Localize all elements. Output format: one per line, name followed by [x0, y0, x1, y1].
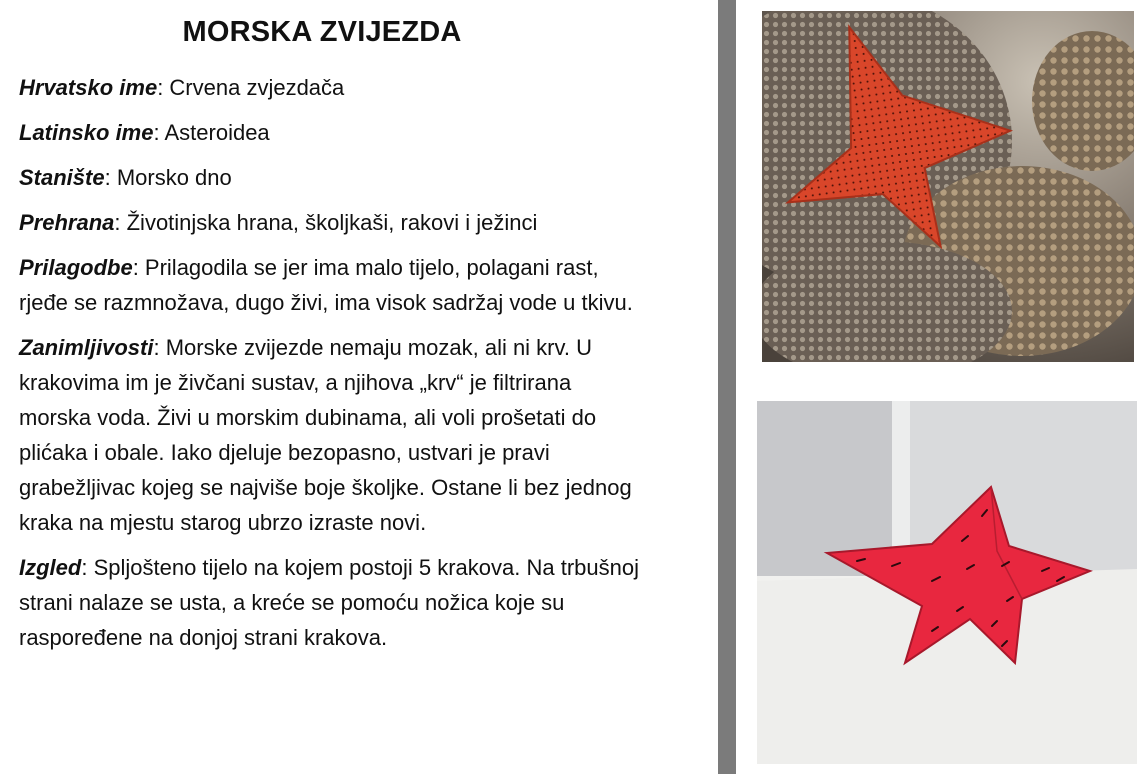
body-text [19, 70, 639, 665]
section-label: Latinsko ime [19, 120, 154, 145]
section-text: : Životinjska hrana, školjkaši, rakovi i ježinci [114, 210, 538, 235]
section-label: Prehrana [19, 210, 115, 235]
page-title: MORSKA ZVIJEZDA [182, 16, 462, 48]
section-text: : Prilagodila se jer ima malo tijelo, polagani rast, rjeđe se razmnožava, dugo živi, ima visok sadržaj vode u tkivu. [19, 255, 633, 315]
section-staniste [19, 160, 639, 195]
section-text: : Crvena zvjezdača [157, 75, 345, 100]
section-label: Izgled [19, 555, 82, 580]
section-label: Hrvatsko ime [19, 75, 158, 100]
vertical-divider [718, 0, 736, 774]
section-prilagodbe [19, 250, 639, 320]
section-zanimljivosti [19, 330, 639, 540]
section-latinsko-ime [19, 115, 639, 150]
section-text: : Spljošteno tijelo na kojem postoji 5 krakova. Na trbušnoj strani nalaze se usta, a kreće se pomoću nožica koje su raspoređene na donjoj strani krakova. [19, 555, 639, 650]
section-text: : Asteroidea [153, 120, 270, 145]
section-prehrana [19, 205, 639, 240]
section-label: Zanimljivosti [19, 335, 154, 360]
section-label: Prilagodbe [19, 255, 133, 280]
section-hrvatsko-ime [19, 70, 639, 105]
section-text: : Morske zvijezde nemaju mozak, ali ni krv. U krakovima im je živčani sustav, a njihova „krv“ je filtrirana morska voda. Živi u morskim dubinama, ali voli prošetati do plićaka i obale. Iako djeluje bezopasno, ustvari je pravi grabežljivac kojeg se najviše boje školjke. Ostane li bez jednog kraka na mjestu starog ubrzo izraste novi. [19, 335, 632, 535]
section-text: : Morsko dno [104, 165, 232, 190]
section-izgled [19, 550, 639, 655]
starfish-coral-photo [762, 11, 1134, 362]
paper-starfish-photo [757, 401, 1137, 764]
section-label: Stanište [19, 165, 105, 190]
